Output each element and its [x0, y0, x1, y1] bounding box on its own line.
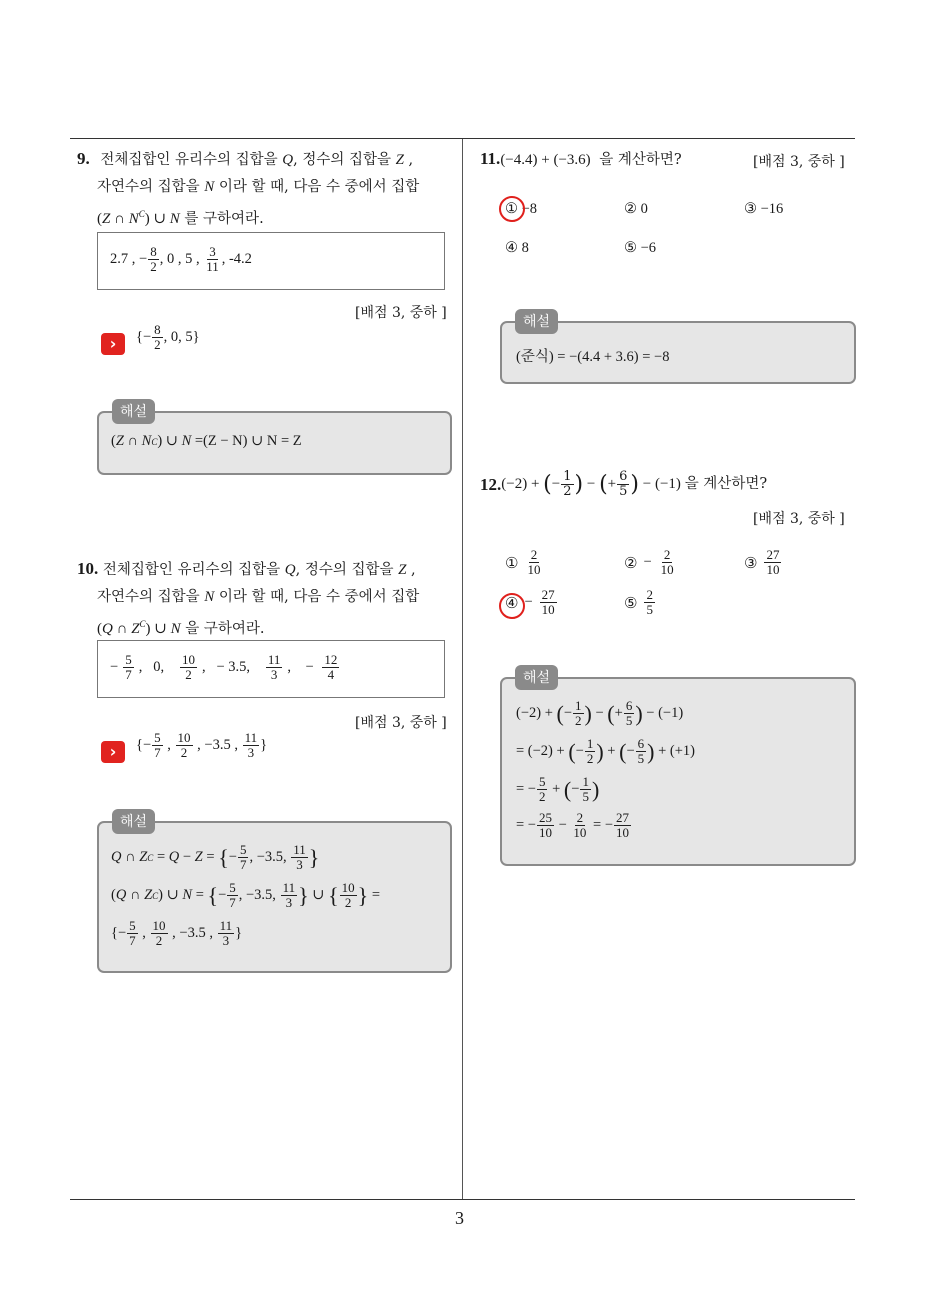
- option-5[interactable]: ⑤ −6: [624, 240, 657, 256]
- option-4[interactable]: ④ 8: [505, 240, 529, 256]
- question-10: 10. 전체집합인 유리수의 집합을 Q, 정수의 집합을 Z , 자연수의 집합을 N 이라 할 때, 다음 수 중에서 집합 (Q ∩ $Z^C$) ∪ N 을 구하여라.: [77, 559, 420, 637]
- question-number: 12.: [480, 475, 502, 494]
- answer: {− $\frac{5}{7}$ , $\frac{10}{2}$ , −3.5 , $\frac{11}{3}$ }: [136, 730, 268, 760]
- selected-mark-circle: [499, 593, 525, 619]
- question-9: 9. 전체집합인 유리수의 집합을 Q, 정수의 집합을 Z , 자연수의 집합을 N 이라 할 때, 다음 수 중에서 집합 (Z ∩ $N^C$) ∪ N 를 구하여라.: [77, 149, 420, 227]
- solution-tag: 해설: [112, 809, 155, 834]
- page-number: 3: [455, 1208, 464, 1228]
- bottom-rule: [70, 1199, 855, 1200]
- question-12: 12. (−2) + ( − $\frac{1}{2}$ ) − ( + $\frac{6}{5}$ ) − (−1) 을 계산하면?: [480, 469, 768, 499]
- solution-tag: 해설: [515, 665, 558, 690]
- option-5[interactable]: ⑤ $\frac{2}{5}$: [624, 587, 653, 617]
- score-label: [배점 3, 중하 ]: [355, 715, 447, 731]
- column-divider: [462, 139, 463, 1200]
- number-list-box: − $\frac{5}{7}$ , 0, $\frac{10}{2}$ , − 3.5, $\frac{11}{3}$ , − $\frac{12}{4}$: [97, 640, 445, 698]
- solution-box: (준식) = −(4.4 + 3.6) = −8: [500, 321, 856, 384]
- fraction: $\frac{3}{11}$: [206, 244, 219, 274]
- score-label: [배점 3, 중하 ]: [753, 511, 845, 527]
- option-1[interactable]: ① $\frac{2}{10}$: [505, 547, 541, 577]
- option-2[interactable]: ② 0: [624, 201, 648, 217]
- score-label: [배점 3, 중하 ]: [753, 154, 845, 170]
- question-11: 11.(−4.4) + (−3.6) 을 계산하면?: [480, 149, 682, 168]
- answer: {− $\frac{8}{2}$ , 0, 5}: [136, 322, 200, 352]
- question-text: 전체집합인 유리수의 집합을: [100, 152, 278, 168]
- option-3[interactable]: ③ −16: [744, 201, 784, 217]
- question-number: 10.: [77, 559, 99, 578]
- solution-tag: 해설: [515, 309, 558, 334]
- selected-mark-circle: [499, 196, 525, 222]
- solution-tag: 해설: [112, 399, 155, 424]
- solution-box: ( Z ∩ N C ) ∪ N =(Z − N) ∪ N = Z: [97, 411, 452, 475]
- question-number: 11.: [480, 149, 501, 168]
- question-number: 9.: [77, 149, 90, 168]
- fraction: $\frac{8}{2}$: [150, 244, 157, 274]
- answer-arrow-icon: ›: [101, 741, 125, 763]
- option-2[interactable]: ② − $\frac{2}{10}$: [624, 547, 674, 577]
- option-3[interactable]: ③ $\frac{27}{10}$: [744, 547, 780, 577]
- option-4[interactable]: ④ − $\frac{27}{10}$: [505, 587, 555, 617]
- set-expression: (Z ∩ $N^C$) ∪ N: [97, 209, 180, 227]
- answer-arrow-icon: ›: [101, 333, 125, 355]
- score-label: [배점 3, 중하 ]: [355, 305, 447, 321]
- number-list-box: 2.7 , − $\frac{8}{2}$ , 0 , 5 , $\frac{3}{11}$ , -4.2: [97, 232, 445, 290]
- solution-box: (−2) + ( − $\frac{1}{2}$ ) − ( + $\frac{6}{5}$ ) − (−1) = (−2) + ( − $\frac{1}{2}$ ) + ( − $\frac{6}{5}$ ) + (+1) = − $\frac{5}{2}$ + ( − $\frac{1}{5}$ ) = − $\frac{25}{10}$ − $\frac{2}{10}$ = − $\frac{27}{10}$: [500, 677, 856, 866]
- option-1[interactable]: ① −8: [505, 201, 538, 217]
- solution-box: Q ∩ Z C = Q − Z = { − $\frac{5}{7}$ , −3.5, $\frac{11}{3}$ } ( Q ∩ Z C ) ∪ N = { − $\frac{5}{7}$ , −3.5, $\frac{11}{3}$ } ∪ { $\frac{10}{2}$ } = {− $\frac{5}{7}$ , $\frac{10}{2}$ , −3.5 , $\frac{11}{3}$ }: [97, 821, 452, 973]
